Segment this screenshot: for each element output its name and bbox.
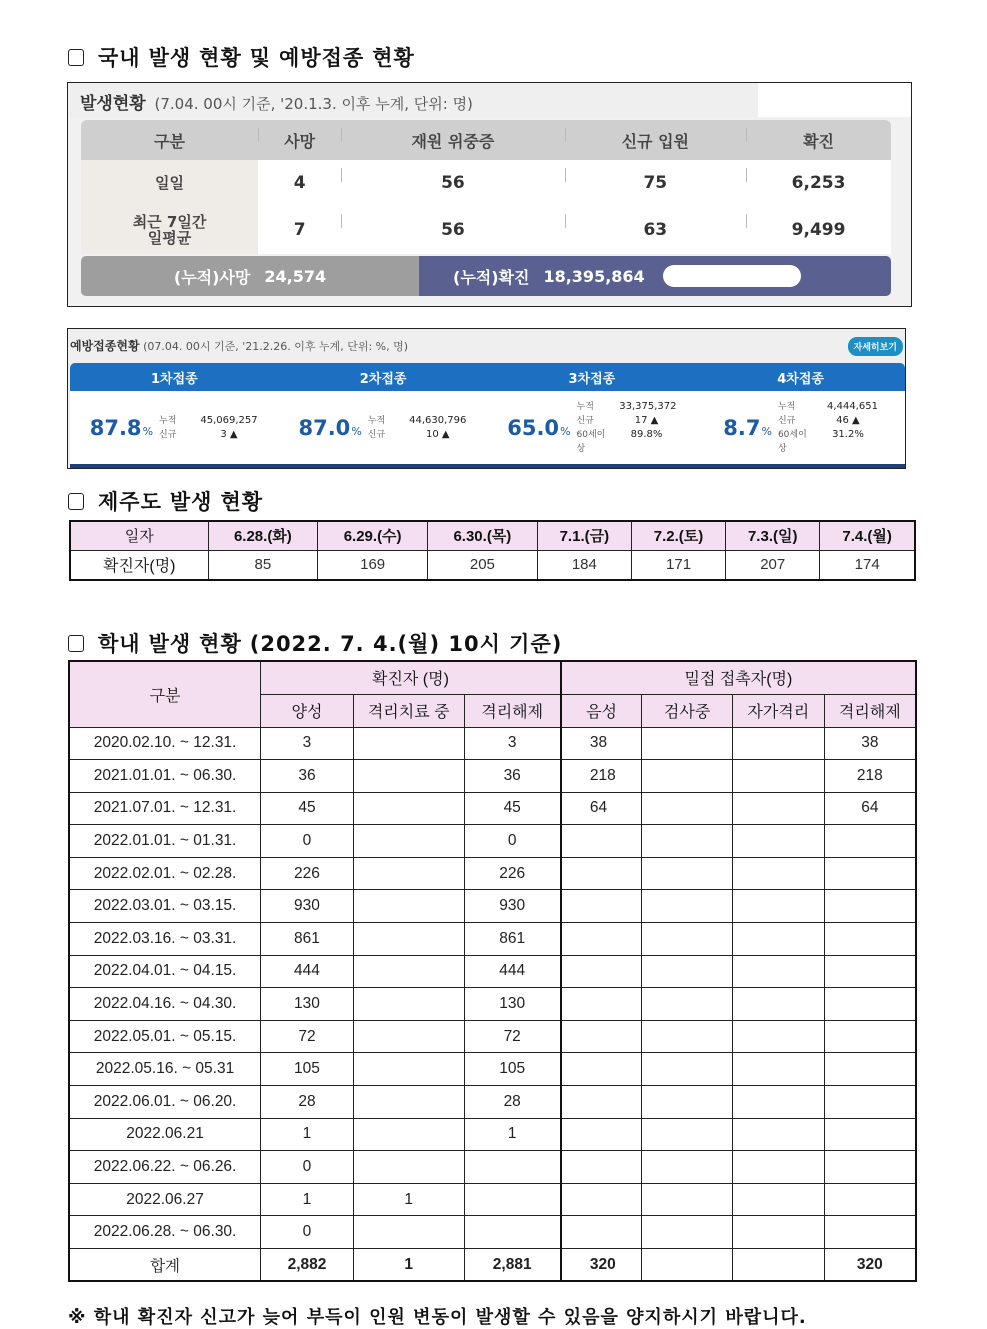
occurrence-header — [68, 83, 758, 117]
cell — [642, 825, 733, 858]
col-header: 7.1.(금) — [537, 521, 631, 550]
cell — [642, 890, 733, 923]
cell: 320 — [561, 1249, 642, 1282]
checkbox-square-icon — [68, 493, 84, 510]
stat-new: 46 ▲ — [836, 414, 860, 426]
col-header: 7.3.(일) — [726, 521, 820, 550]
cell: 36 — [464, 760, 561, 793]
occurrence-table — [81, 120, 891, 254]
cell — [824, 1151, 916, 1184]
stat-label: 누적 — [367, 415, 386, 426]
cell: 85 — [208, 550, 318, 580]
occurrence-subtitle: (7.04. 00시 기준, '20.1.3. 이후 누계, 단위: 명) — [154, 95, 473, 113]
cell: 2,881 — [464, 1249, 561, 1282]
dose-stats — [368, 414, 468, 442]
row-period: 2020.02.10. ~ 12.31. — [69, 727, 261, 760]
cell: 184 — [537, 550, 631, 580]
stat-label: 누적 — [777, 401, 796, 412]
stat-age60: 89.8% — [630, 428, 663, 440]
row-period: 2022.06.28. ~ 06.30. — [69, 1216, 261, 1249]
cell: 3 — [464, 727, 561, 760]
cell — [353, 1053, 464, 1086]
row-period: 2021.01.01. ~ 06.30. — [69, 760, 261, 793]
table-row — [69, 1020, 916, 1053]
table-row — [69, 825, 916, 858]
col-group-confirmed: 확진자 (명) — [261, 661, 561, 694]
cell — [732, 727, 824, 760]
cell — [824, 1183, 916, 1216]
cumulative-death-value: 24,574 — [264, 266, 327, 286]
cell: 171 — [631, 550, 725, 580]
dose-label: 1차접종 — [151, 371, 198, 387]
stat-cumulative: 4,444,651 — [827, 400, 878, 412]
table-header-row — [70, 521, 915, 550]
dose-label: 3차접종 — [568, 371, 616, 387]
dose-label: 4차접종 — [777, 371, 824, 387]
cell: 28 — [464, 1086, 561, 1119]
checkbox-square-icon — [68, 49, 84, 66]
title-word: 현황 — [199, 46, 242, 70]
table-row — [69, 792, 916, 825]
cell — [824, 1216, 916, 1249]
section-title-jeju — [68, 486, 271, 516]
cell — [642, 1118, 733, 1151]
row-period: 2022.01.01. ~ 01.31. — [69, 825, 261, 858]
row-label-line: 최근 7일간 — [132, 213, 207, 231]
cell — [561, 1216, 642, 1249]
cell-death: 7 — [258, 206, 341, 254]
stat-new: 10 ▲ — [425, 428, 450, 440]
cell: 45 — [261, 792, 354, 825]
cell — [732, 857, 824, 890]
cell: 1 — [261, 1183, 354, 1216]
cell — [561, 1053, 642, 1086]
table-row — [81, 206, 891, 254]
cell-confirmed: 6,253 — [746, 160, 891, 206]
stat-cumulative: 45,069,257 — [200, 414, 258, 426]
cell — [353, 923, 464, 956]
school-table — [68, 660, 917, 1282]
cell: 0 — [261, 825, 354, 858]
cell — [732, 1118, 824, 1151]
title-word: 국내 — [98, 46, 141, 70]
row-label: 합계 — [69, 1249, 261, 1282]
cell: 205 — [428, 550, 538, 580]
percent-value: 65.0 — [507, 415, 560, 440]
cell — [732, 988, 824, 1021]
col-header: 양성 — [261, 694, 354, 727]
cell — [353, 760, 464, 793]
percent-unit: % — [560, 424, 571, 438]
title-word: 발생 — [169, 490, 213, 514]
cell — [464, 1183, 561, 1216]
cell — [642, 792, 733, 825]
cell — [824, 890, 916, 923]
occurrence-title: 발생현황 — [80, 94, 146, 114]
cell — [561, 1183, 642, 1216]
row-period: 2021.07.01. ~ 12.31. — [69, 792, 261, 825]
cell — [824, 1118, 916, 1151]
table-row — [69, 1183, 916, 1216]
dose-percent — [723, 416, 772, 440]
cell — [353, 1086, 464, 1119]
dose-percent — [90, 416, 153, 440]
cell-critical: 56 — [341, 160, 564, 206]
cell — [561, 1151, 642, 1184]
percent-value: 87.0 — [298, 415, 351, 440]
title-word: 예방접종 — [279, 46, 365, 70]
cell — [642, 1216, 733, 1249]
vaccination-title: 예방접종현황 — [70, 339, 140, 353]
cumulative-confirmed — [419, 256, 891, 296]
title-word: 제주도 — [98, 490, 162, 514]
cell-confirmed: 9,499 — [746, 206, 891, 254]
cumulative-bar — [81, 256, 891, 296]
stat-label: 신규 — [777, 415, 796, 426]
percent-unit: % — [142, 424, 154, 438]
cell — [824, 1086, 916, 1119]
cell — [642, 923, 733, 956]
table-row — [69, 727, 916, 760]
cell — [561, 857, 642, 890]
cell — [824, 988, 916, 1021]
percent-unit: % — [351, 424, 362, 438]
stat-new: 17 ▲ — [634, 414, 659, 426]
cell — [732, 792, 824, 825]
stat-label: 신규 — [367, 429, 386, 440]
cell: 105 — [464, 1053, 561, 1086]
cell — [561, 1118, 642, 1151]
footnote: ※ 학내 확진자 신고가 늦어 부득이 인원 변동이 발생할 수 있음을 양지하시기 바랍니다. — [68, 1307, 807, 1328]
row-label-line: 일평균 — [147, 229, 192, 247]
section-title-domestic — [68, 42, 423, 72]
percent-value: 8.7 — [723, 415, 761, 440]
cell: 28 — [261, 1086, 354, 1119]
cell: 226 — [261, 857, 354, 890]
cell: 36 — [261, 760, 354, 793]
stat-age60: 31.2% — [832, 428, 864, 440]
row-period: 2022.03.16. ~ 03.31. — [69, 923, 261, 956]
col-header: 7.2.(토) — [631, 521, 725, 550]
stat-cumulative: 44,630,796 — [409, 414, 467, 426]
cell — [732, 825, 824, 858]
col-header: 6.30.(목) — [428, 521, 538, 550]
cell: 0 — [464, 825, 561, 858]
cell — [642, 1183, 733, 1216]
table-row — [69, 857, 916, 890]
cell — [353, 825, 464, 858]
cell: 105 — [261, 1053, 354, 1086]
col-header: 검사중 — [642, 694, 733, 727]
cell — [561, 988, 642, 1021]
cell — [353, 988, 464, 1021]
jeju-table — [69, 520, 916, 581]
occurrence-panel — [67, 82, 912, 307]
table-row — [69, 988, 916, 1021]
header-blank-area — [758, 83, 911, 117]
col-header: 격리치료 중 — [353, 694, 464, 727]
cell: 444 — [261, 955, 354, 988]
col-header: 격리해제 — [824, 694, 916, 727]
cell: 2,882 — [261, 1249, 354, 1282]
cell — [642, 955, 733, 988]
row-period: 2022.05.16. ~ 05.31 — [69, 1053, 261, 1086]
row-label: 일일 — [81, 160, 258, 206]
cell — [732, 955, 824, 988]
cell: 45 — [464, 792, 561, 825]
cell — [732, 1053, 824, 1086]
cell — [561, 1020, 642, 1053]
title-word: 발생 — [148, 632, 192, 656]
col-header: 음성 — [561, 694, 642, 727]
cell: 38 — [824, 727, 916, 760]
table-row — [69, 1118, 916, 1151]
cell: 64 — [824, 792, 916, 825]
cell: 38 — [561, 727, 642, 760]
cell-admitted: 75 — [565, 160, 747, 206]
dose-label: 2차접종 — [359, 371, 407, 387]
cell — [732, 923, 824, 956]
table-row — [69, 923, 916, 956]
cell — [824, 825, 916, 858]
cell — [464, 1216, 561, 1249]
row-period: 2022.05.01. ~ 05.15. — [69, 1020, 261, 1053]
cell: 930 — [464, 890, 561, 923]
stat-new: 3 ▲ — [220, 428, 238, 440]
cell — [732, 890, 824, 923]
cell — [353, 1151, 464, 1184]
cell: 218 — [824, 760, 916, 793]
cell — [353, 792, 464, 825]
dose-cell-3 — [488, 391, 697, 464]
vaccination-panel — [67, 328, 906, 469]
cell — [561, 1086, 642, 1119]
stat-cumulative: 33,375,372 — [619, 400, 677, 412]
col-header: 자가격리 — [732, 694, 824, 727]
stat-label: 누적 — [576, 401, 594, 412]
cell: 1 — [353, 1249, 464, 1282]
row-label — [81, 206, 258, 254]
title-word: 발생 — [148, 46, 192, 70]
dose-percent — [298, 416, 361, 440]
col-header: 6.29.(수) — [318, 521, 428, 550]
cell: 861 — [261, 923, 354, 956]
cell: 0 — [261, 1216, 354, 1249]
col-header: 신규 입원 — [565, 120, 747, 160]
stat-label: 60세이상 — [576, 429, 606, 454]
title-word: 현황 — [199, 632, 242, 656]
stat-label: 신규 — [159, 429, 177, 440]
table-row — [69, 1053, 916, 1086]
title-word: (2022. 7. 4.(월) 10시 기준) — [249, 632, 563, 656]
col-header: 확진 — [746, 120, 891, 160]
col-header: 6.28.(화) — [208, 521, 318, 550]
section-title-school — [68, 628, 570, 658]
col-header: 7.4.(월) — [820, 521, 915, 550]
cell — [732, 1086, 824, 1119]
cell-critical: 56 — [341, 206, 564, 254]
cell: 1 — [353, 1183, 464, 1216]
cell — [353, 1020, 464, 1053]
vaccination-header — [70, 337, 408, 354]
col-header: 사망 — [258, 120, 341, 160]
cell: 218 — [561, 760, 642, 793]
cell — [824, 923, 916, 956]
dose-stats — [577, 400, 677, 456]
cell — [353, 727, 464, 760]
cell — [642, 857, 733, 890]
cell: 861 — [464, 923, 561, 956]
cell — [732, 1183, 824, 1216]
cell: 72 — [261, 1020, 354, 1053]
col-group-contacts: 밀접 접촉자(명) — [561, 661, 916, 694]
cell — [353, 1216, 464, 1249]
cell — [561, 890, 642, 923]
cell — [732, 1151, 824, 1184]
dose-percent — [507, 416, 570, 440]
cell: 3 — [261, 727, 354, 760]
cell — [353, 955, 464, 988]
cell — [353, 1118, 464, 1151]
percent-unit: % — [761, 424, 772, 438]
cell-admitted: 63 — [565, 206, 747, 254]
col-header: 구분 — [81, 120, 258, 160]
row-period: 2022.04.01. ~ 04.15. — [69, 955, 261, 988]
cell — [353, 890, 464, 923]
stat-label: 누적 — [159, 415, 177, 426]
stat-label: 신규 — [576, 415, 594, 426]
cell — [642, 988, 733, 1021]
table-row — [69, 760, 916, 793]
checkbox-square-icon — [68, 635, 84, 652]
table-row — [69, 1151, 916, 1184]
cell: 0 — [261, 1151, 354, 1184]
dose-header-bar — [70, 363, 905, 391]
cell: 130 — [464, 988, 561, 1021]
row-period: 2022.06.21 — [69, 1118, 261, 1151]
table-row — [69, 890, 916, 923]
table-row — [81, 160, 891, 206]
cell — [824, 1020, 916, 1053]
percent-value: 87.8 — [89, 415, 142, 440]
divider — [70, 464, 905, 468]
school-table-body — [69, 727, 916, 1249]
cumulative-confirmed-label: (누적)확진 — [453, 267, 530, 287]
col-header: 일자 — [70, 521, 208, 550]
cell: 320 — [824, 1249, 916, 1282]
cell — [824, 955, 916, 988]
cell: 207 — [726, 550, 820, 580]
cell: 226 — [464, 857, 561, 890]
table-row — [69, 955, 916, 988]
total-row — [69, 1249, 916, 1282]
row-period: 2022.02.01. ~ 02.28. — [69, 857, 261, 890]
cell: 1 — [464, 1118, 561, 1151]
dose-cell-4 — [696, 391, 905, 464]
row-period: 2022.06.27 — [69, 1183, 261, 1216]
cell — [824, 1053, 916, 1086]
col-header-category: 구분 — [69, 661, 261, 727]
cell: 130 — [261, 988, 354, 1021]
dose-cell-1 — [70, 391, 279, 464]
cell — [732, 1216, 824, 1249]
cell — [642, 1053, 733, 1086]
cell — [732, 1020, 824, 1053]
table-row — [69, 1216, 916, 1249]
cell — [642, 1086, 733, 1119]
title-word: 현황 — [220, 490, 264, 514]
cell — [561, 825, 642, 858]
cell — [642, 1249, 733, 1282]
col-header: 재원 위중증 — [341, 120, 564, 160]
table-row — [70, 550, 915, 580]
dose-body — [70, 391, 905, 464]
dose-cell-2 — [279, 391, 488, 464]
cumulative-death-label: (누적)사망 — [173, 267, 251, 287]
stat-label: 60세이상 — [777, 429, 807, 454]
vaccination-subtitle: (07.04. 00시 기준, '21.2.26. 이후 누계, 단위: %, 명) — [143, 340, 409, 353]
detail-view-button[interactable]: 자세히보기 — [848, 337, 903, 356]
row-period: 2022.03.01. ~ 03.15. — [69, 890, 261, 923]
cell: 174 — [820, 550, 915, 580]
cell — [353, 857, 464, 890]
cell-death: 4 — [258, 160, 341, 206]
cell: 930 — [261, 890, 354, 923]
dose-stats — [778, 400, 878, 456]
title-word: 학내 — [98, 632, 141, 656]
row-period: 2022.04.16. ~ 04.30. — [69, 988, 261, 1021]
cell: 1 — [261, 1118, 354, 1151]
cell — [732, 760, 824, 793]
cell — [464, 1151, 561, 1184]
title-word: 및 — [249, 46, 272, 70]
title-word: 현황 — [372, 46, 415, 70]
cell — [642, 760, 733, 793]
cell: 72 — [464, 1020, 561, 1053]
cell: 169 — [318, 550, 428, 580]
cell — [561, 955, 642, 988]
cell — [732, 1249, 824, 1282]
table-row — [69, 1086, 916, 1119]
row-period: 2022.06.22. ~ 06.26. — [69, 1151, 261, 1184]
redacted-pill — [663, 265, 801, 287]
table-header-row — [69, 661, 916, 694]
cell: 64 — [561, 792, 642, 825]
cumulative-confirmed-value: 18,395,864 — [543, 266, 645, 286]
cumulative-death — [81, 256, 419, 296]
cell: 444 — [464, 955, 561, 988]
cell — [642, 1151, 733, 1184]
row-period: 2022.06.01. ~ 06.20. — [69, 1086, 261, 1119]
row-label: 확진자(명) — [70, 550, 208, 580]
cell — [561, 923, 642, 956]
dose-stats — [159, 414, 259, 442]
cell — [824, 857, 916, 890]
col-header: 격리해제 — [464, 694, 561, 727]
cell — [642, 1020, 733, 1053]
cell — [642, 727, 733, 760]
